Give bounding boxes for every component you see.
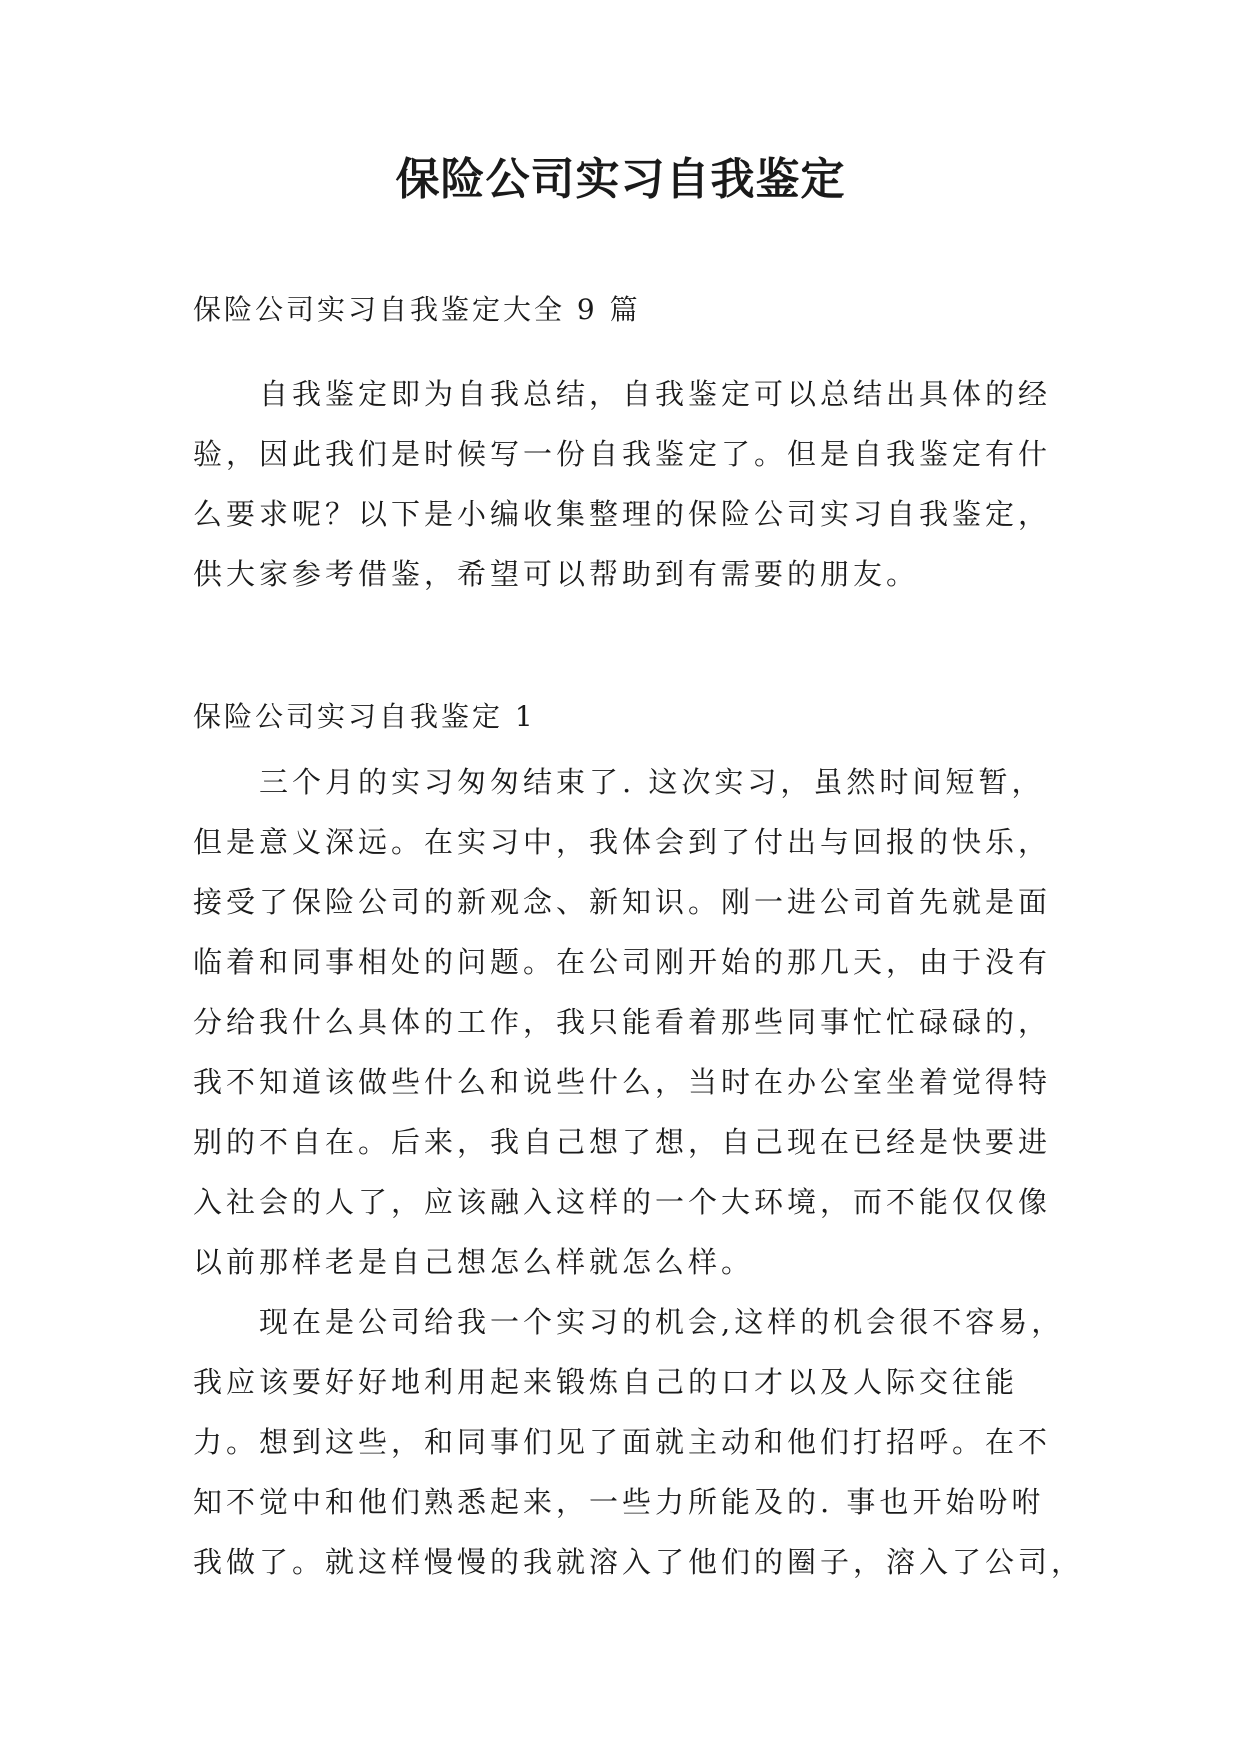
paragraph-line: 三个月的实习匆匆结束了. 这次实习，虽然时间短暂， (259, 765, 1045, 799)
section1-paragraph-1 (193, 752, 1063, 1292)
paragraph-line: 接受了保险公司的新观念、新知识。刚一进公司首先就是面 (193, 885, 1052, 919)
section-heading: 保险公司实习自我鉴定 1 (193, 700, 536, 733)
paragraph-line: 临着和同事相处的问题。在公司刚开始的那几天，由于没有 (193, 945, 1052, 979)
paragraph-line: 我应该要好好地利用起来锻炼自己的口才以及人际交往能 (193, 1365, 1019, 1399)
paragraph-line: 么要求呢？以下是小编收集整理的保险公司实习自我鉴定， (193, 497, 1052, 531)
paragraph-line: 供大家参考借鉴，希望可以帮助到有需要的朋友。 (193, 557, 920, 591)
paragraph-line: 验，因此我们是时候写一份自我鉴定了。但是自我鉴定有什 (193, 437, 1052, 471)
document-title: 保险公司实习自我鉴定 (395, 154, 846, 205)
paragraph-line: 但是意义深远。在实习中，我体会到了付出与回报的快乐， (193, 825, 1052, 859)
paragraph-line: 别的不自在。后来，我自己想了想，自己现在已经是快要进 (193, 1125, 1052, 1159)
paragraph-line: 我不知道该做些什么和说些什么，当时在办公室坐着觉得特 (193, 1065, 1052, 1099)
document-subtitle: 保险公司实习自我鉴定大全 9 篇 (193, 293, 641, 326)
paragraph-line: 知不觉中和他们熟悉起来，一些力所能及的. 事也开始吩咐 (193, 1485, 1045, 1519)
intro-paragraph (193, 364, 1063, 604)
paragraph-line: 我做了。就这样慢慢的我就溶入了他们的圈子，溶入了公司， (193, 1545, 1085, 1579)
paragraph-line: 入社会的人了，应该融入这样的一个大环境，而不能仅仅像 (193, 1185, 1052, 1219)
paragraph-line: 力。想到这些，和同事们见了面就主动和他们打招呼。在不 (193, 1425, 1052, 1459)
paragraph-line: 分给我什么具体的工作，我只能看着那些同事忙忙碌碌的， (193, 1005, 1052, 1039)
paragraph-line: 以前那样老是自己想怎么样就怎么样。 (193, 1245, 755, 1279)
section1-paragraph-2 (193, 1292, 1085, 1592)
paragraph-line: 自我鉴定即为自我总结，自我鉴定可以总结出具体的经 (259, 377, 1052, 411)
paragraph-line: 现在是公司给我一个实习的机会,这样的机会很不容易， (259, 1305, 1065, 1339)
